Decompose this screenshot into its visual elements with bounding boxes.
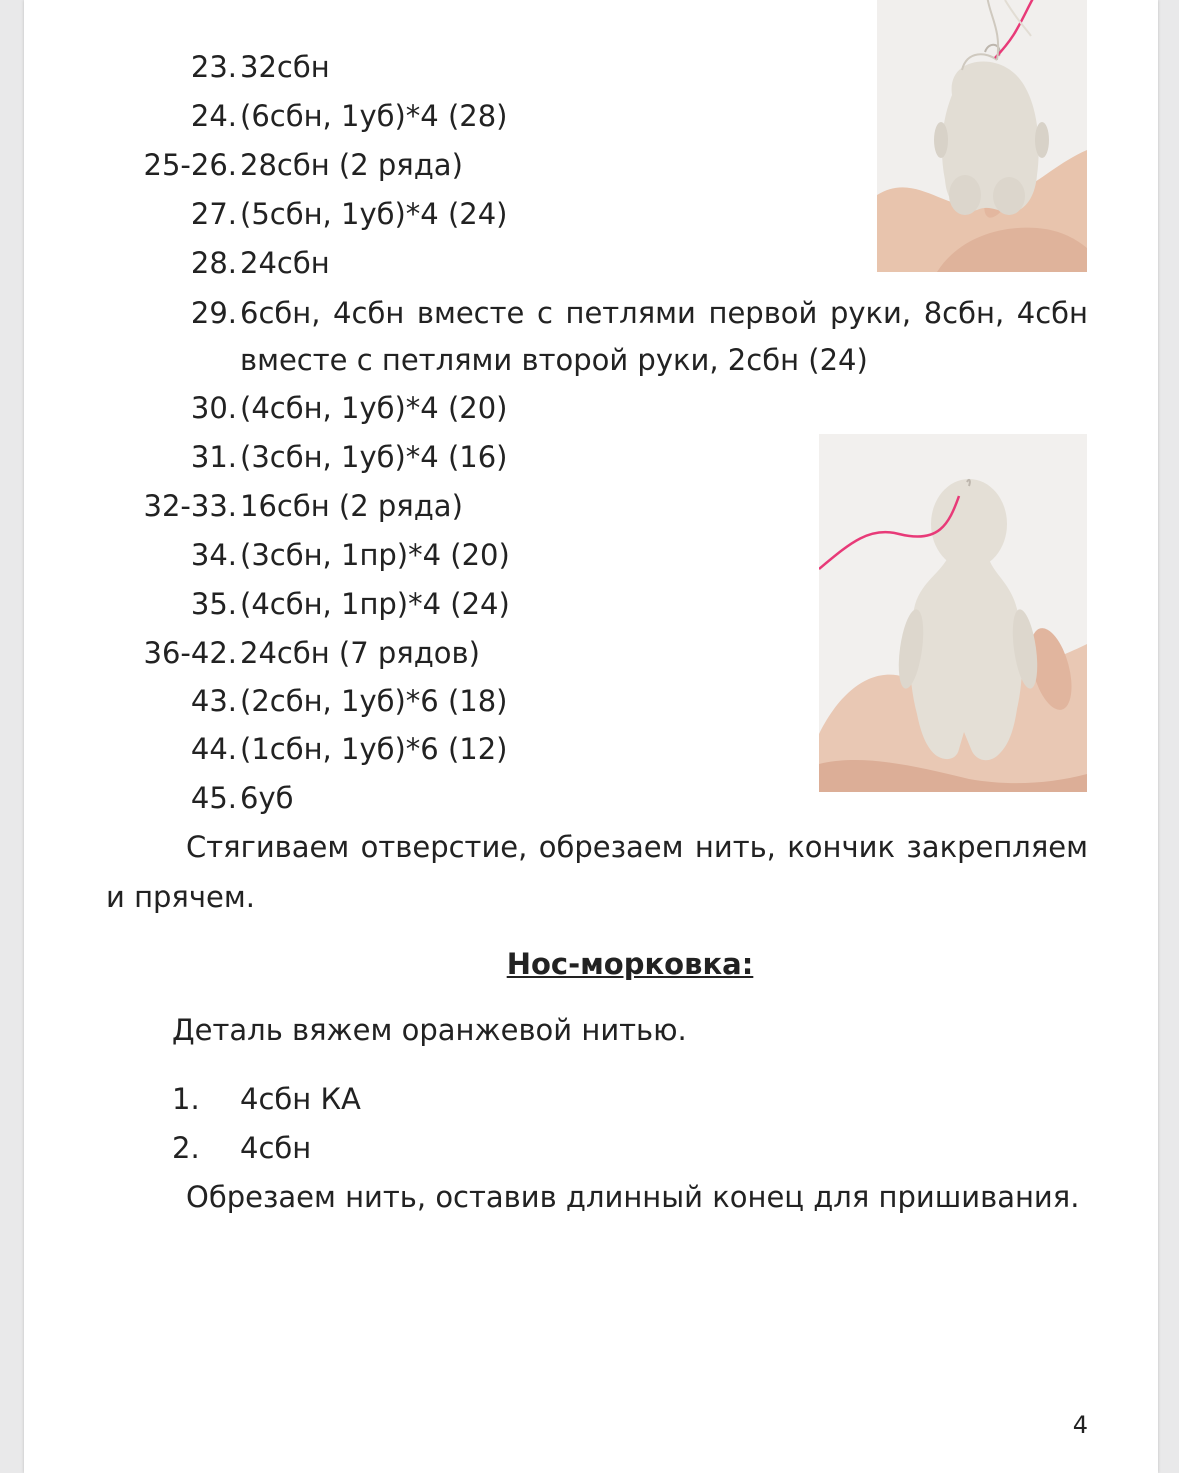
list-item: [24, 296, 1158, 386]
row-text: 6уб: [240, 781, 294, 815]
row-text: (4сбн, 1пр)*4 (24): [240, 587, 510, 621]
row-text: (4сбн, 1уб)*4 (20): [240, 391, 508, 425]
section-heading: Нос-морковка:: [506, 947, 754, 981]
row-text-line-2: вместе с петлями второй руки, 2сбн (24): [240, 343, 868, 377]
row-number: 25-26.: [143, 148, 237, 182]
row-text: (5сбн, 1уб)*4 (24): [240, 197, 508, 231]
step-text: 4сбн: [240, 1131, 312, 1165]
row-text-line-1: 6сбн, 4сбн вместе с петлями первой руки, 8сбн, 4сбн: [240, 296, 1088, 330]
row-number: 45.: [190, 781, 237, 815]
row-text: 32сбн: [240, 50, 330, 84]
row-number: 36-42.: [143, 636, 237, 670]
closing-paragraph: Стягиваем отверстие, обрезаем нить, кончик закрепляем и прячем.: [106, 830, 1088, 914]
row-text: (1сбн, 1уб)*6 (12): [240, 732, 508, 766]
row-text: 28сбн (2 ряда): [240, 148, 463, 182]
step-text: 4сбн КА: [240, 1082, 361, 1116]
row-number: 27.: [190, 197, 237, 231]
row-text: (6сбн, 1уб)*4 (28): [240, 99, 508, 133]
row-text: (2сбн, 1уб)*6 (18): [240, 684, 508, 718]
row-text: (3сбн, 1пр)*4 (20): [240, 538, 510, 572]
step-number: 1.: [172, 1082, 200, 1116]
toy-head-photo: [819, 434, 1087, 792]
section-intro: Деталь вяжем оранжевой нитью.: [172, 1013, 687, 1047]
row-number: 34.: [190, 538, 237, 572]
row-number: 43.: [190, 684, 237, 718]
row-number: 23.: [190, 50, 237, 84]
document-page: [24, 0, 1158, 1473]
row-text: (3сбн, 1уб)*4 (16): [240, 440, 508, 474]
row-number: 35.: [190, 587, 237, 621]
row-number: 32-33.: [143, 489, 237, 523]
section-outro: Обрезаем нить, оставив длинный конец для пришивания.: [186, 1180, 1080, 1214]
row-text: 24сбн: [240, 246, 330, 280]
row-number: 24.: [190, 99, 237, 133]
step-number: 2.: [172, 1131, 200, 1165]
row-number: 31.: [190, 440, 237, 474]
toy-body-photo: [877, 0, 1087, 272]
row-text: 16сбн (2 ряда): [240, 489, 463, 523]
row-number: 29.: [190, 296, 237, 330]
row-number: 28.: [190, 246, 237, 280]
row-text: 24сбн (7 рядов): [240, 636, 480, 670]
row-number: 44.: [190, 732, 237, 766]
page-number: 4: [1072, 1411, 1088, 1439]
row-number: 30.: [190, 391, 237, 425]
